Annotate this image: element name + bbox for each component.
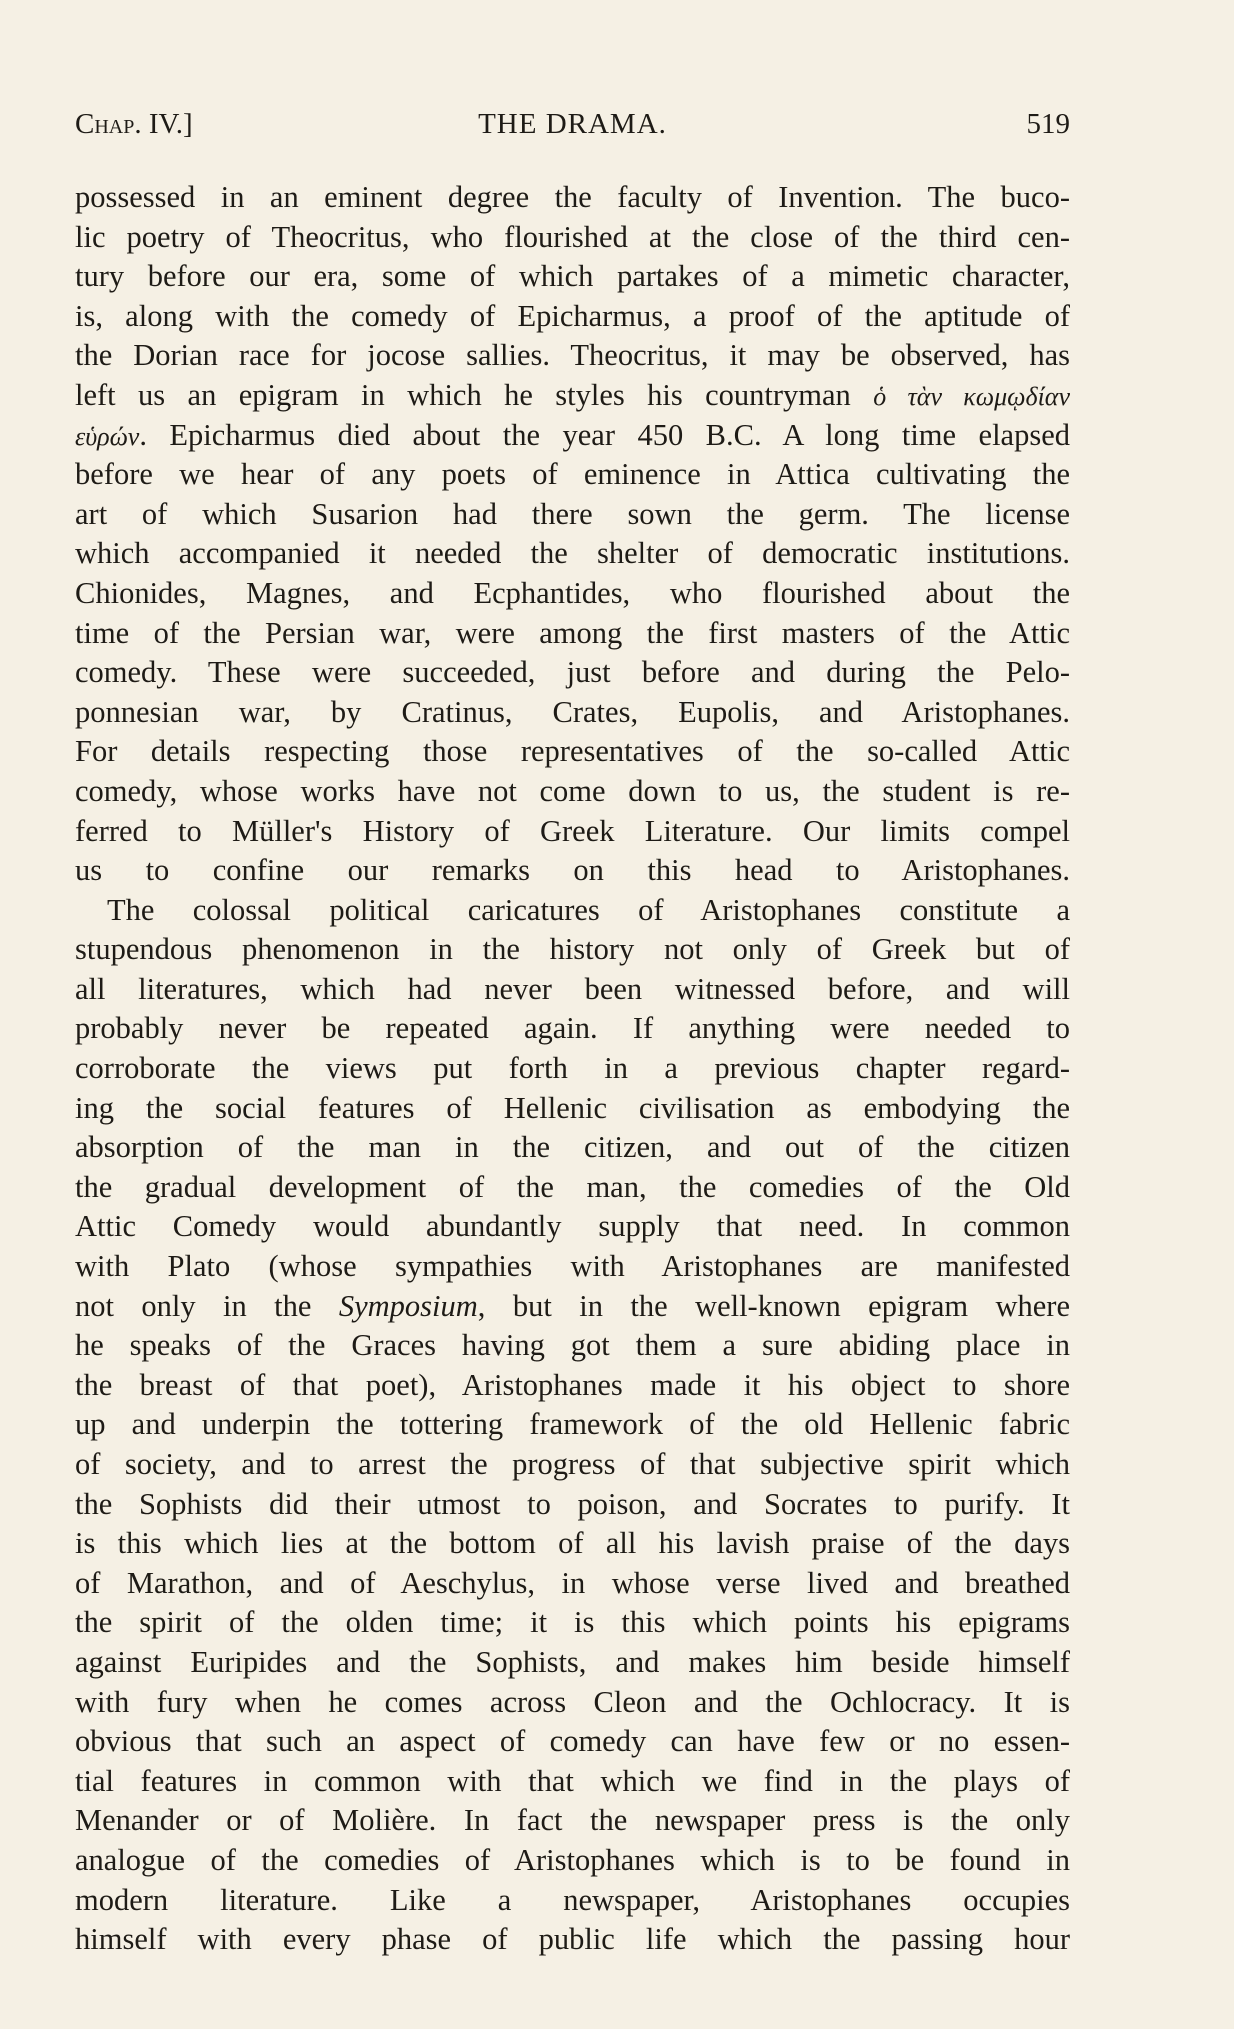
text-line	[75, 218, 1070, 258]
text-line	[75, 1920, 1070, 1960]
text-segment: . Epicharmus died about the year 450 B.C. A long time elapsed	[139, 417, 1070, 452]
italic-title: Symposium	[338, 1288, 478, 1323]
text-line	[75, 1485, 1070, 1525]
text-line	[75, 1366, 1070, 1406]
text-segment: the breast of that poet), Aristophanes made it his object to shore	[75, 1367, 1070, 1402]
text-line	[75, 1207, 1070, 1247]
text-line	[75, 930, 1070, 970]
text-segment: the Dorian race for jocose sallies. Theocritus, it may be observed, has	[75, 338, 1070, 373]
text-line	[75, 1643, 1070, 1683]
text-line	[75, 851, 1070, 891]
text-segment: all literatures, which had never been witnessed before, and will	[75, 971, 1070, 1006]
text-segment: time of the Persian war, were among the first masters of the Attic	[75, 615, 1070, 650]
text-line	[75, 812, 1070, 852]
greek-phrase: εὑρών	[75, 421, 140, 451]
text-segment: he speaks of the Graces having got them a sure abiding place in	[75, 1328, 1070, 1363]
text-segment: tury before our era, some of which partakes of a mimetic character,	[75, 259, 1070, 294]
chapter-label: Chap. IV.]	[75, 108, 193, 140]
text-line	[75, 693, 1070, 733]
text-line	[75, 891, 1070, 931]
text-line	[75, 336, 1070, 376]
text-line	[75, 1683, 1070, 1723]
text-segment: us to confine our remarks on this head to Aristophanes.	[75, 853, 1070, 888]
text-segment: For details respecting those representatives of the so-called Attic	[75, 734, 1070, 769]
text-line	[75, 1524, 1070, 1564]
text-segment: The colossal political caricatures of Aristophanes constitute a	[107, 892, 1070, 927]
text-line	[75, 1801, 1070, 1841]
text-line	[75, 1405, 1070, 1445]
text-line	[75, 1762, 1070, 1802]
text-segment: absorption of the man in the citizen, and out of the citizen	[75, 1130, 1070, 1165]
text-segment: of Marathon, and of Aeschylus, in whose verse lived and breathed	[75, 1565, 1070, 1600]
text-segment: before we hear of any poets of eminence in Attica cultivating the	[75, 457, 1070, 492]
text-segment: Chionides, Magnes, and Ecphantides, who flourished about the	[75, 575, 1070, 610]
text-line	[75, 1128, 1070, 1168]
text-segment: , but in the well-known epigram where	[477, 1288, 1070, 1323]
text-line	[75, 1009, 1070, 1049]
text-line	[75, 1881, 1070, 1921]
text-segment: comedy, whose works have not come down to us, the student is re-	[75, 773, 1070, 808]
text-line	[75, 1168, 1070, 1208]
text-segment: comedy. These were succeeded, just before and during the Pelo-	[75, 655, 1070, 690]
text-line	[75, 297, 1070, 337]
text-segment: is this which lies at the bottom of all his lavish praise of the days	[75, 1526, 1070, 1561]
text-segment: himself with every phase of public life which the passing hour	[75, 1922, 1070, 1957]
text-line	[75, 614, 1070, 654]
text-line	[75, 416, 1070, 456]
text-segment: probably never be repeated again. If anything were needed to	[75, 1011, 1070, 1046]
text-line	[75, 178, 1070, 218]
text-line	[75, 534, 1070, 574]
text-segment: analogue of the comedies of Aristophanes which is to be found in	[75, 1842, 1070, 1877]
text-line	[75, 1722, 1070, 1762]
text-segment: art of which Susarion had there sown the germ. The license	[75, 496, 1070, 531]
text-segment: ferred to Müller's History of Greek Literature. Our limits compel	[75, 813, 1070, 848]
text-line	[75, 1564, 1070, 1604]
text-segment: ponnesian war, by Cratinus, Crates, Eupolis, and Aristophanes.	[75, 694, 1070, 729]
text-segment: with fury when he comes across Cleon and the Ochlocracy. It is	[75, 1684, 1070, 1719]
text-segment: lic poetry of Theocritus, who flourished at the close of the third cen-	[75, 219, 1070, 254]
text-line	[75, 1841, 1070, 1881]
running-header	[75, 108, 1070, 148]
text-line	[75, 1445, 1070, 1485]
text-segment: which accompanied it needed the shelter of democratic institutions.	[75, 536, 1070, 571]
text-line	[75, 1049, 1070, 1089]
text-segment: corroborate the views put forth in a previous chapter regard-	[75, 1051, 1070, 1086]
text-segment: not only in the	[75, 1288, 339, 1323]
text-segment: is, along with the comedy of Epicharmus, a proof of the aptitude of	[75, 298, 1070, 333]
text-line	[75, 732, 1070, 772]
text-line	[75, 1247, 1070, 1287]
text-line	[75, 653, 1070, 693]
text-line	[75, 970, 1070, 1010]
text-line	[75, 455, 1070, 495]
text-segment: tial features in common with that which we find in the plays of	[75, 1763, 1070, 1798]
text-segment: possessed in an eminent degree the faculty of Invention. The buco-	[75, 180, 1070, 214]
text-segment: against Euripides and the Sophists, and makes him beside himself	[75, 1644, 1070, 1679]
text-segment: of society, and to arrest the progress of that subjective spirit which	[75, 1447, 1070, 1481]
text-line	[75, 495, 1070, 535]
text-line	[75, 257, 1070, 297]
text-segment: modern literature. Like a newspaper, Aristophanes occupies	[75, 1882, 1070, 1917]
text-segment: Menander or of Molière. In fact the newspaper press is the only	[75, 1803, 1070, 1838]
text-segment: the Sophists did their utmost to poison, and Socrates to purify. It	[75, 1486, 1070, 1521]
text-segment: stupendous phenomenon in the history not only of Greek but of	[75, 932, 1070, 967]
page-title: THE DRAMA.	[478, 108, 667, 140]
text-line	[75, 1287, 1070, 1327]
body-text	[75, 178, 1070, 1960]
text-segment: the gradual development of the man, the comedies of the Old	[75, 1169, 1070, 1204]
text-segment: with Plato (whose sympathies with Aristophanes are manifested	[75, 1249, 1070, 1284]
text-segment: obvious that such an aspect of comedy can have few or no essen-	[75, 1724, 1070, 1759]
text-segment: ing the social features of Hellenic civilisation as embodying the	[75, 1090, 1070, 1125]
text-line	[75, 1089, 1070, 1129]
text-segment: the spirit of the olden time; it is this which points his epigrams	[75, 1605, 1070, 1640]
greek-phrase: ὁ τὰν κωμῳδίαν	[873, 381, 1070, 411]
text-line	[75, 1326, 1070, 1366]
text-line	[75, 1603, 1070, 1643]
text-segment: left us an epigram in which he styles his countryman	[75, 377, 874, 412]
text-line	[75, 574, 1070, 614]
text-line	[75, 376, 1070, 416]
text-line	[75, 772, 1070, 812]
text-segment: up and underpin the tottering framework of the old Hellenic fabric	[75, 1407, 1070, 1442]
text-segment: Attic Comedy would abundantly supply that need. In common	[75, 1209, 1070, 1244]
page-number: 519	[1026, 108, 1070, 140]
